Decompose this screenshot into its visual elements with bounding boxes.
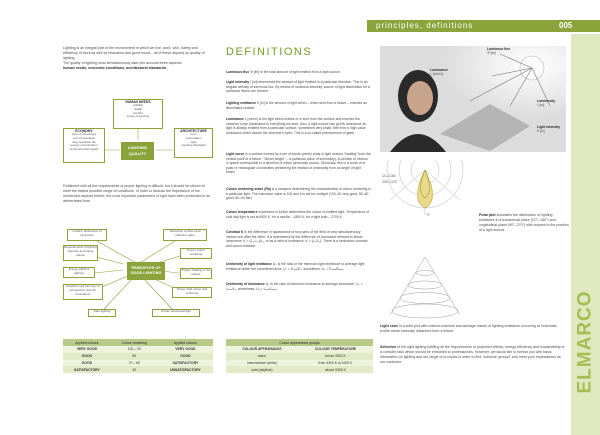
table-header-row: [63, 339, 213, 346]
definition-text: E [lx] is the amount of light which – when sent from a fixture – reaches an illuminated surface.: [226, 101, 367, 110]
definition-item: [226, 152, 371, 175]
principle-node: Aesthetic and harmony of composition (interior, luminaires): [63, 284, 103, 300]
selection-caption: [380, 345, 566, 365]
definition-term: Uniformity of light emittance: [226, 262, 272, 266]
polar-plot: [380, 160, 470, 220]
definitions-title: DEFINITIONS: [226, 46, 313, 58]
architecture-box: [174, 128, 213, 158]
definition-term: Luminance: [226, 117, 244, 121]
polar-caption: [479, 213, 569, 233]
principle-node: Safe lighting: [88, 309, 116, 317]
economy-line: cost of operation: [72, 135, 96, 140]
table-cell: GOOD: [158, 353, 213, 360]
principle-node: Reduction of direct and reflective glare: [163, 229, 207, 241]
definition-text: U₀ is the ratio of the minimum light emittance to average light emittance within the considered area: U₀ = Eₘᵢₙ/Eₛ, sometimes: U₀ = Eₘᵢₙ/Eₘₐₓ.: [226, 262, 365, 271]
definition-term: Colour temperature: [226, 210, 258, 214]
definition-term: Light curve: [226, 152, 245, 156]
human-needs-title: HUMAN NEEDS: [125, 100, 151, 104]
table-cell: 89: [111, 353, 158, 360]
table-cell: SATISFACTORY: [63, 366, 111, 373]
definition-text: is the difference in appearance of two parts of the field of view simultaneously viewed one after the other. It is determined by the difference of luminance referred to lesser luminance: K = (L₁–L₂)/L₁, or as a ratio of luminance: K = (L₁/L₂). There is a luminance contrast and colour contrast.: [226, 230, 368, 248]
lighting-quality-line: QUALITY: [128, 151, 147, 156]
definition-text: is a surface formed by a set of points (vertex ends of light vectors "leading" from the central point of a fixture. "Vector length" – a particular value of luminosity). A position of vectors in space corresponds to a direction of which luminosity occurs. Obviously, this is a curve of in polar or rectangular coordinates presenting the relation of luminosity from an angle of light beam.: [226, 152, 371, 175]
table-cell: VERY GOOD: [158, 346, 213, 353]
human-needs-line: visibility: [132, 103, 144, 107]
definition-item: [226, 70, 371, 75]
table-header: Applied colours: [63, 339, 111, 346]
table-header: Colour rendering: [111, 339, 158, 346]
label-title: Light intensity: [537, 125, 561, 129]
economy-title: ECONOMY: [75, 129, 93, 133]
table-cell: intermediate (white): [226, 360, 298, 367]
principle-node: Proper light colour and colouring: [172, 287, 212, 298]
human-needs-line: health: [133, 106, 143, 111]
definition-text: I [cd] determines the amount of light emitted in a particular direction. This is an angular density of luminous flux. By means of luminous intensity, source of light distribution for a particular fixture are formed.: [226, 80, 370, 94]
definition-text: Φ [lm] is the total amount of light emitted from a light source.: [250, 70, 341, 74]
fulfilment-paragraph: Fulfillment with all the requirements of proper lighting is difficult, but it should be striven to meet the widest possible range of conditions. In order to discuss the importance of the mentioned aspects further, the most important parameters of light have been presented in an abbreviated form.: [63, 184, 211, 203]
architecture-line: composition: [185, 135, 202, 140]
definition-item: [226, 117, 371, 135]
definition-item: [226, 282, 371, 291]
polar-label: 0°: [427, 213, 431, 217]
label-unit: E [lx]: [537, 129, 545, 133]
intro-paragraph: [63, 46, 209, 71]
architecture-line: style: [190, 139, 197, 144]
light-cone-plot: [380, 255, 470, 320]
label-luminance: [430, 68, 448, 76]
definition-item: [226, 187, 371, 201]
label-unit: I [cd]: [537, 103, 545, 107]
architecture-line: meeting standards: [181, 143, 206, 148]
economy-box: [63, 128, 105, 163]
caption-text: is a solid plot with marked maximal and average values of lighting emittance occurring at horizontal profile areas variously distanced from a fixture.: [380, 324, 557, 333]
table-cell: 100 – 90: [111, 346, 158, 353]
table-row: [226, 366, 373, 373]
intro-text-2: The quality of lighting must simultaneously take into account three aspects:: [63, 61, 183, 65]
table-title: Colour appearance groups: [226, 339, 373, 346]
definition-text: is a measure determining the characteristics of colour rendering in a particular light. The maximum value is 100 and it is set for sunlight (100–90 very good, 80–60 good, 60–40 fair).: [226, 187, 371, 201]
table-header-row: [226, 346, 373, 353]
definition-item: [226, 101, 371, 110]
human-needs-line: sense of security: [126, 114, 150, 119]
definition-item: [226, 210, 371, 219]
table-row: [63, 353, 213, 360]
economy-line: environmental impact: [69, 147, 99, 152]
table-cell: from 3300 K to 5300 K: [298, 360, 373, 367]
table-row: [226, 353, 373, 360]
definition-text: L [cd/m²] is the light which leaves or is sent from the surface and reaches the observer's eye (luminance is everything we see). Also, a light source has got its luminance as light is always emitted from a particular surface, sometimes very small; then this is high-value luminance which dazzle the observer's eyes. This is a so-called phenomenon of glare.: [226, 117, 366, 135]
definition-item: [226, 262, 371, 271]
caption-term: Polar plot: [479, 213, 496, 217]
table-header: COLOUR APPEARANCE: [226, 346, 298, 353]
label-unit: Φ [lm]: [487, 51, 497, 55]
label-title: Luminosity: [537, 99, 556, 103]
definition-term: Light intensity: [226, 80, 250, 84]
table-row: [63, 366, 213, 373]
intro-text-bold: human needs, economic conditions, architectural standards.: [63, 66, 167, 70]
definition-text: expressed in Kelvin determines the colour of emitted light. Temperature of cold day light is set at 6500 K, for a candle – 1800 K, for a light bulb – 2700 K.: [226, 210, 369, 219]
table-cell: 70 – 60: [111, 360, 158, 367]
table-cell: cold (daylime): [226, 366, 298, 373]
principle-node: Energy efficient lighting: [63, 267, 95, 278]
table-row: [63, 360, 213, 367]
human-needs-line: comfort: [132, 110, 143, 115]
lighting-quality-line: LIGHTING: [127, 145, 148, 150]
caption-text: of the right lighting fulfilling all the requirements of projected effects, energy efficiency and sustainability is a complex task which should be entrusted to professionals. However, we would like to furnish you with basic information on lighting and our range of products in order to find "common ground" and meet your expectations as our customer.: [380, 345, 565, 364]
table-cell: below 3300 K: [298, 353, 373, 360]
definition-text: U₁ is the ratio of minimum luminance to average luminance: U₁ = Lₘᵢₙ/Lₛ, sometimes: U₁ = Lₘᵢₙ/Lₘₐₓ.: [226, 282, 363, 291]
principles-center-line: PRINCIPLES OF: [131, 266, 161, 270]
cone-caption: [380, 324, 566, 334]
polar-label: C0–C180: [382, 174, 396, 178]
definition-term: Lighting emittance: [226, 101, 257, 105]
definition-term: Luminous flux: [226, 70, 250, 74]
definition-term: Uniformity of luminance: [226, 282, 265, 286]
principle-node: Proper shading in the interior: [180, 268, 212, 279]
colour-rendering-table: [63, 339, 213, 373]
principle-node: Proper colour rendering: [180, 248, 212, 259]
table-cell: warm: [226, 353, 298, 360]
architecture-line: form: [190, 132, 197, 136]
principle-node: Required level of lighting intensity at working planes: [63, 245, 98, 261]
principle-node: Uniform distribution of luminance: [67, 229, 107, 241]
label-light-intensity: [537, 125, 560, 133]
caption-text: illustrates the distribution of lighting emittance in a transversal plane (C0°–180°) and longitudinal plane (90°–270°) with respect to the position of a light source.: [479, 213, 569, 232]
table-cell: GOOD: [63, 360, 111, 367]
label-luminosity: [537, 99, 555, 107]
table-cell: GOOD: [63, 353, 111, 360]
label-title: Luminance: [430, 68, 448, 72]
table-cell: VERY GOOD: [63, 346, 111, 353]
economy-line: energy consumption: [70, 143, 98, 148]
table-header: Applied colours: [158, 339, 213, 346]
table-row: [226, 360, 373, 367]
table-row: [63, 346, 213, 353]
definition-item: [226, 230, 371, 248]
table-header: COLOUR TEMPERATURE: [298, 346, 373, 353]
human-needs-box: [113, 99, 163, 129]
label-unit: L [cd/m²]: [430, 72, 444, 76]
architecture-title: ARCHITECTURE: [180, 129, 207, 133]
definition-term: Colour rendering index (Ra): [226, 187, 271, 191]
economy-line: long operation life: [72, 139, 96, 144]
polar-label: C90–C270: [382, 180, 398, 184]
page-number: 005: [559, 21, 573, 30]
table-title-row: [226, 339, 373, 346]
principles-center-line: GOOD LIGHTING: [130, 271, 162, 275]
page-section-title: principles, definitions: [376, 21, 474, 30]
intro-text-1: Lighting is an integral part of the environment in which we live, work, visit. Safety and efficiency of work as well as relaxation and good mood – all of these depend on quality of lighting.: [63, 46, 205, 60]
caption-term: Light cone: [380, 324, 399, 328]
caption-term: Selection: [380, 345, 396, 349]
colour-appearance-table: [226, 339, 373, 373]
table-cell: UNSATISFACTORY: [158, 366, 213, 373]
principles-center-box: [127, 262, 165, 280]
label-title: Luminous flux: [487, 47, 511, 51]
table-cell: SATISFACTORY: [158, 360, 213, 367]
label-luminous-flux: [487, 47, 510, 55]
table-cell: above 5300 K: [298, 366, 373, 373]
lighting-quality-box: [121, 142, 154, 160]
definition-term: Contrast K: [226, 230, 244, 234]
brand-logo-text: ELMARCO: [574, 290, 596, 394]
table-cell: 40: [111, 366, 158, 373]
economy-line: cost of investment: [71, 132, 97, 136]
principle-node: Proper directional light: [152, 309, 200, 317]
definition-item: [226, 80, 371, 94]
